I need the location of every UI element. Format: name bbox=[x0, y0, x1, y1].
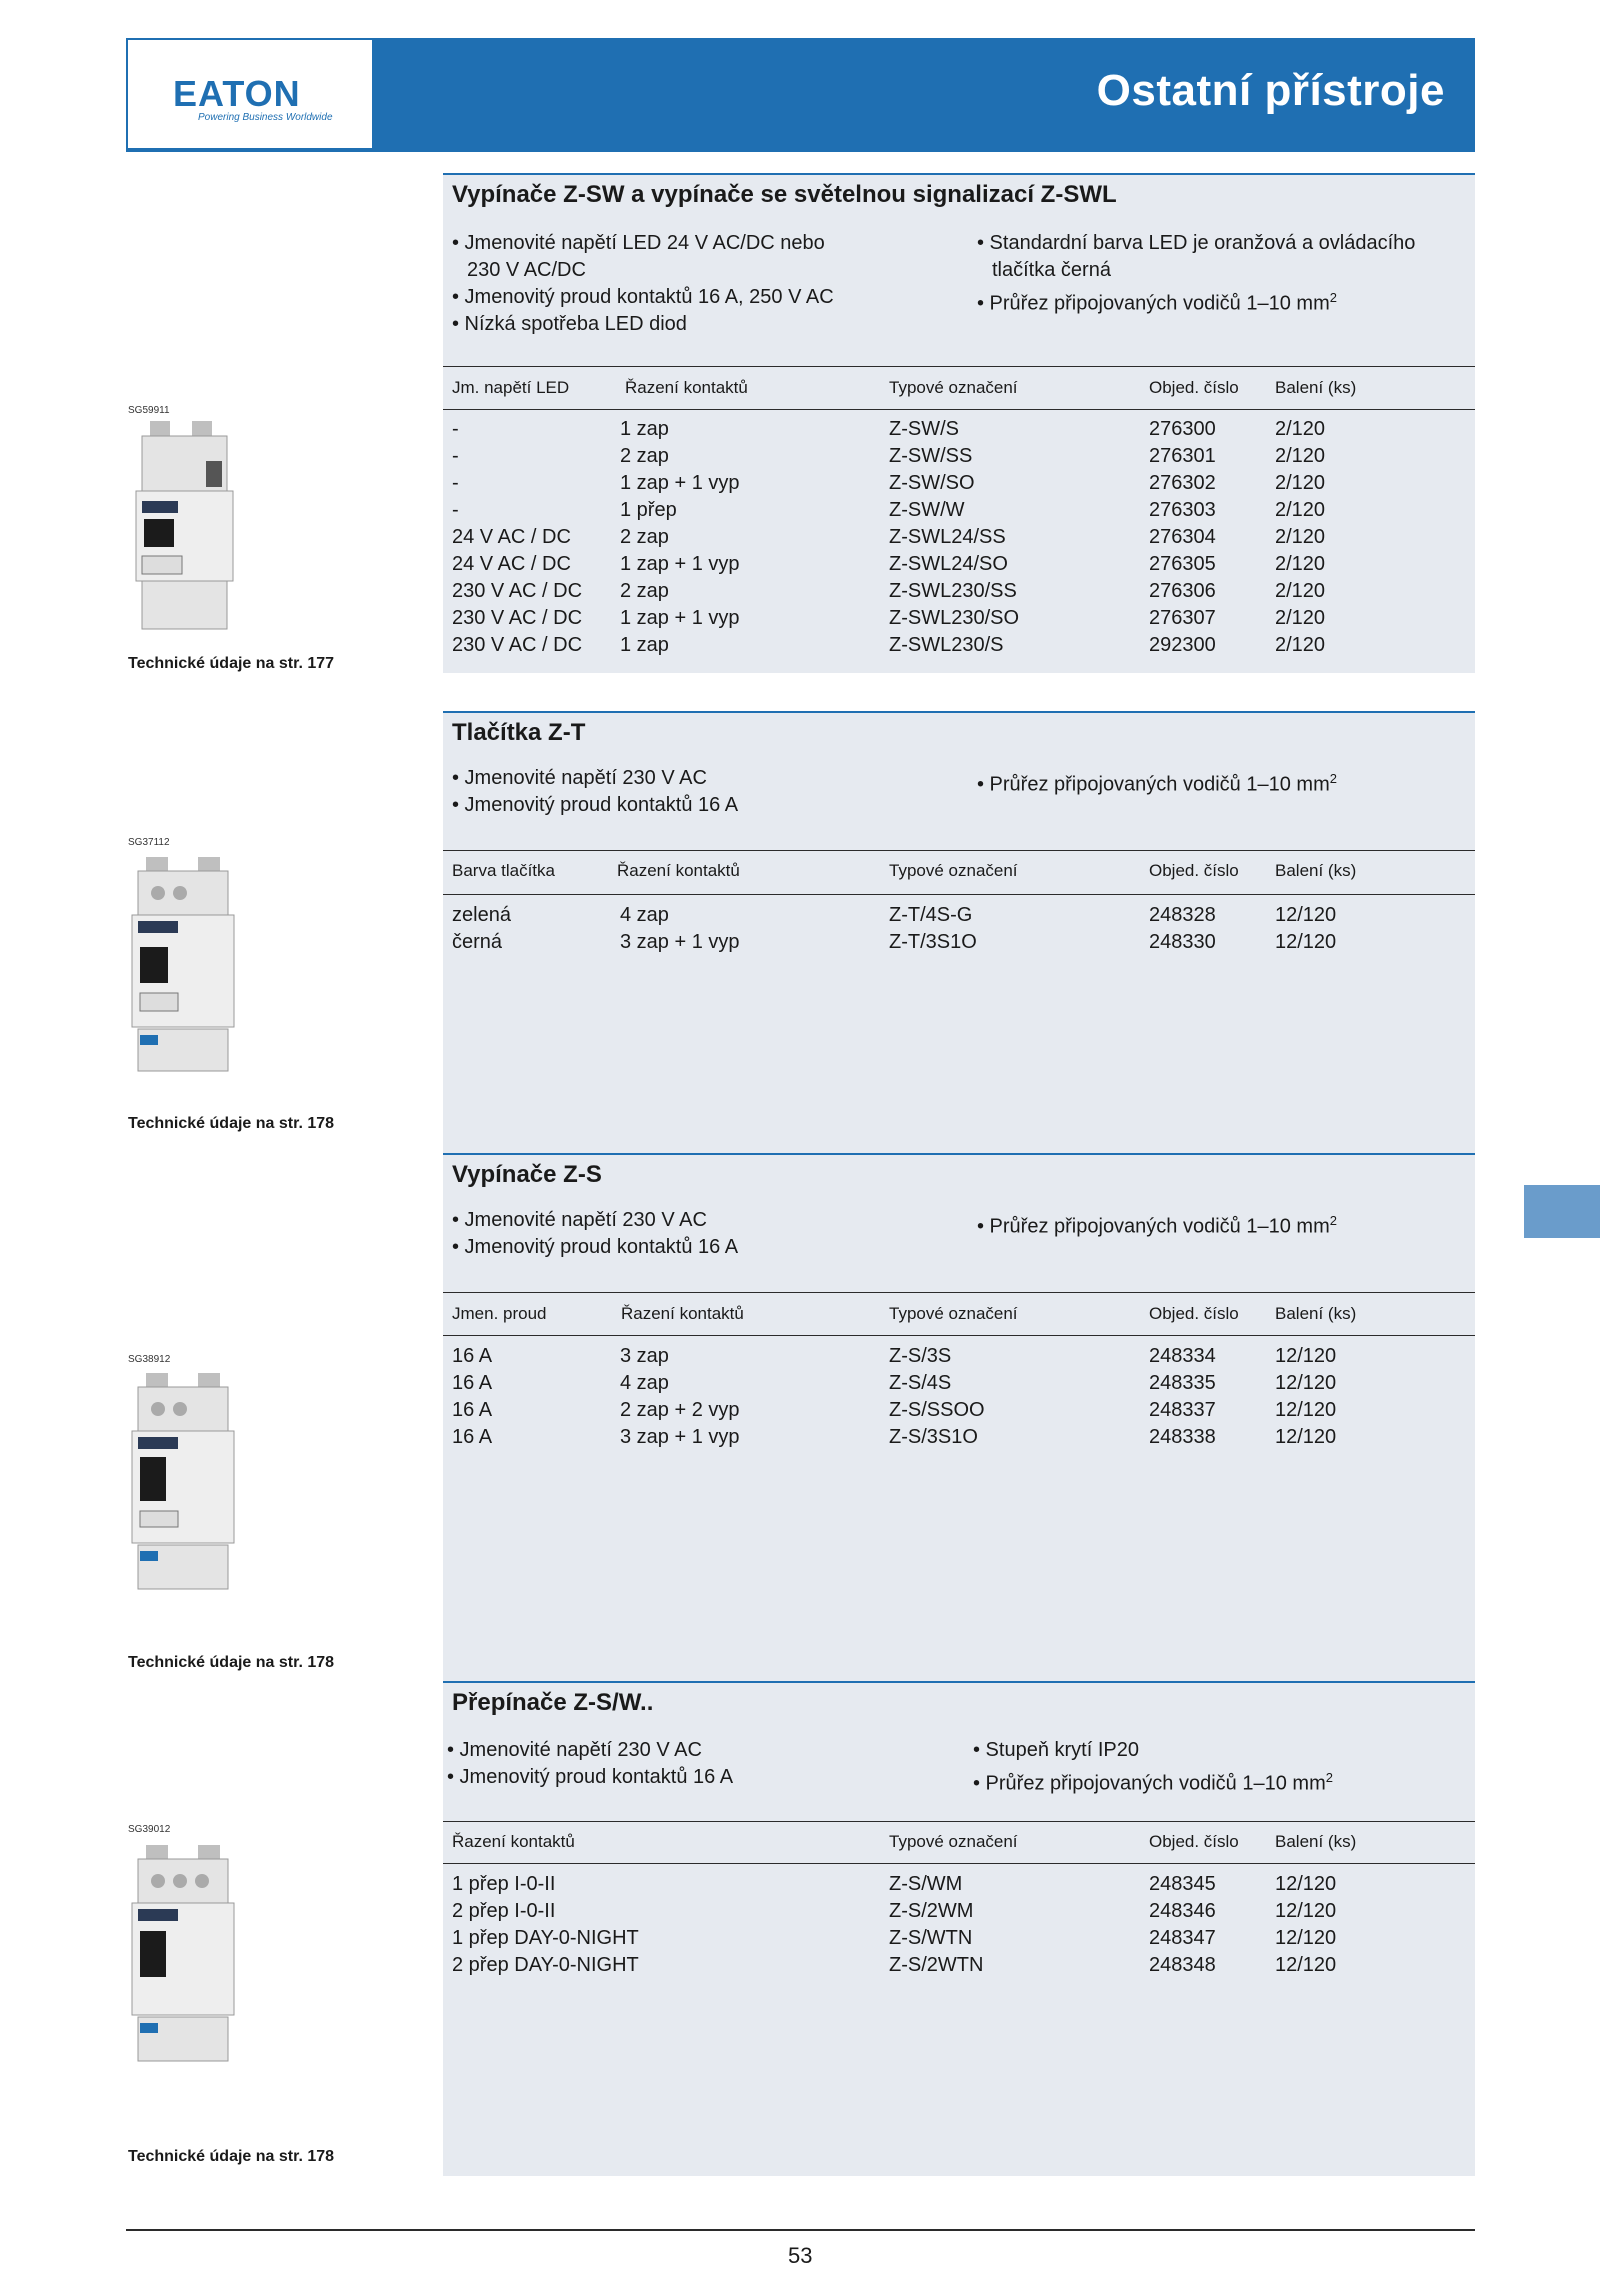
table-header-line bbox=[443, 894, 1475, 895]
bullet-item: tlačítka černá bbox=[992, 259, 1111, 281]
table-cell: 16 A bbox=[452, 1399, 493, 1421]
bullet-item: • Jmenovité napětí LED 24 V AC/DC nebo bbox=[452, 232, 825, 254]
column-header: Objed. číslo bbox=[1149, 1304, 1239, 1323]
table-cell: 2/120 bbox=[1275, 607, 1326, 629]
bullets-left bbox=[452, 1207, 738, 1261]
column-header: Jm. napětí LED bbox=[452, 378, 570, 397]
table-cell: 4 zap bbox=[620, 1372, 669, 1394]
table-cell: 1 zap bbox=[620, 634, 669, 656]
bullet-item: • Průřez připojovaných vodičů 1–10 $mm^2$ bbox=[977, 771, 1337, 796]
table-cell: 12/120 bbox=[1275, 1345, 1337, 1367]
table-cell: Z-SW/W bbox=[889, 499, 965, 521]
table-header-line bbox=[443, 409, 1475, 410]
table-row bbox=[0, 470, 1600, 497]
table-cell: 2/120 bbox=[1275, 418, 1326, 440]
section-title: Vypínače Z-SW a vypínače se světelnou signalizací Z-SWL bbox=[452, 181, 1117, 208]
table-cell: 2/120 bbox=[1275, 445, 1326, 467]
column-header: Balení (ks) bbox=[1275, 378, 1357, 397]
table-cell: 276306 bbox=[1149, 580, 1216, 602]
tech-ref: Technické údaje na str. 178 bbox=[128, 1115, 335, 1132]
column-header: Barva tlačítka bbox=[452, 861, 555, 880]
column-header: Řazení kontaktů bbox=[452, 1832, 575, 1851]
table-cell: 3 zap + 1 vyp bbox=[620, 931, 740, 953]
section-title: Přepínače Z-S/W.. bbox=[452, 1689, 654, 1716]
table-cell: 1 přep DAY-0-NIGHT bbox=[452, 1927, 639, 1949]
table-cell: Z-SWL230/SS bbox=[889, 580, 1017, 602]
table-row bbox=[0, 605, 1600, 632]
table-cell: 276304 bbox=[1149, 526, 1216, 548]
bullet-item: • Jmenovitý proud kontaktů 16 A bbox=[452, 1236, 739, 1258]
table-cell: 230 V AC / DC bbox=[452, 607, 583, 629]
tech-ref: Technické údaje na str. 177 bbox=[128, 655, 335, 672]
bullet-item: • Průřez připojovaných vodičů 1–10 $mm^2$ bbox=[977, 1213, 1337, 1238]
page-header bbox=[126, 38, 1475, 152]
bullets-right bbox=[977, 765, 1337, 799]
eaton-logo-icon bbox=[173, 76, 303, 110]
table-cell: 24 V AC / DC bbox=[452, 526, 571, 548]
table-row bbox=[0, 524, 1600, 551]
table-cell: 2 přep DAY-0-NIGHT bbox=[452, 1954, 639, 1976]
table-cell: 12/120 bbox=[1275, 1900, 1337, 1922]
table-cell: Z-SWL24/SS bbox=[889, 526, 1006, 548]
table-cell: - bbox=[452, 445, 459, 467]
bullet-item: • Stupeň krytí IP20 bbox=[973, 1739, 1139, 1761]
table-cell: 12/120 bbox=[1275, 1873, 1337, 1895]
table-row bbox=[0, 1925, 1600, 1952]
table-row bbox=[0, 578, 1600, 605]
table-cell: 2/120 bbox=[1275, 553, 1326, 575]
table-cell: 276302 bbox=[1149, 472, 1216, 494]
table-cell: 248335 bbox=[1149, 1372, 1216, 1394]
column-header: Balení (ks) bbox=[1275, 861, 1357, 880]
table-cell: Z-T/3S1O bbox=[889, 931, 977, 953]
bullet-item: • Jmenovitý proud kontaktů 16 A, 250 V AC bbox=[452, 286, 834, 308]
column-header: Typové označení bbox=[889, 378, 1018, 397]
table-cell: 12/120 bbox=[1275, 931, 1337, 953]
table-cell: Z-T/4S-G bbox=[889, 904, 973, 926]
bullets-left bbox=[452, 230, 834, 338]
column-header: Balení (ks) bbox=[1275, 1304, 1357, 1323]
bullet-item: • Jmenovitý proud kontaktů 16 A bbox=[447, 1766, 734, 1788]
table-row bbox=[0, 1424, 1600, 1451]
table-row bbox=[0, 551, 1600, 578]
table-cell: Z-S/3S1O bbox=[889, 1426, 978, 1448]
table-cell: 16 A bbox=[452, 1426, 493, 1448]
table-cell: Z-SW/S bbox=[889, 418, 959, 440]
table-cell: 1 zap bbox=[620, 418, 669, 440]
table-cell: Z-S/SSOO bbox=[889, 1399, 985, 1421]
table-cell: 3 zap bbox=[620, 1345, 669, 1367]
table-cell: 248346 bbox=[1149, 1900, 1216, 1922]
table-row bbox=[0, 443, 1600, 470]
table-row bbox=[0, 1397, 1600, 1424]
bullets-left bbox=[452, 765, 738, 819]
table-row bbox=[0, 902, 1600, 929]
table-cell: 1 zap + 1 vyp bbox=[620, 472, 740, 494]
page-title: Ostatní přístroje bbox=[1096, 66, 1445, 115]
table-header-line bbox=[443, 1335, 1475, 1336]
bullet-item: • Jmenovitý proud kontaktů 16 A bbox=[452, 794, 739, 816]
table-cell: 2 zap + 2 vyp bbox=[620, 1399, 740, 1421]
table-row bbox=[0, 1343, 1600, 1370]
table-top-line bbox=[443, 1292, 1475, 1293]
table-cell: 276301 bbox=[1149, 445, 1216, 467]
table-cell: 2/120 bbox=[1275, 499, 1326, 521]
table-cell: 2/120 bbox=[1275, 526, 1326, 548]
table-cell: 12/120 bbox=[1275, 1426, 1337, 1448]
table-cell: 12/120 bbox=[1275, 904, 1337, 926]
bullets-right bbox=[977, 1207, 1337, 1241]
column-header: Objed. číslo bbox=[1149, 1832, 1239, 1851]
table-cell: 1 přep I-0-II bbox=[452, 1873, 556, 1895]
tech-ref: Technické údaje na str. 178 bbox=[128, 1654, 335, 1671]
table-cell: 24 V AC / DC bbox=[452, 553, 571, 575]
image-code: SG38912 bbox=[128, 1354, 171, 1365]
table-cell: Z-S/2WM bbox=[889, 1900, 974, 1922]
column-header: Jmen. proud bbox=[452, 1304, 547, 1323]
table-cell: Z-SWL230/SO bbox=[889, 607, 1020, 629]
device-photo-zsw bbox=[130, 421, 240, 631]
table-cell: 276307 bbox=[1149, 607, 1216, 629]
section-title: Tlačítka Z-T bbox=[452, 719, 586, 746]
column-header: Typové označení bbox=[889, 861, 1018, 880]
table-cell: 2 zap bbox=[620, 580, 669, 602]
image-code: SG37112 bbox=[128, 837, 170, 848]
bullet-item: 230 V AC/DC bbox=[467, 259, 586, 281]
chapter-tab bbox=[1524, 1185, 1600, 1238]
table-header-line bbox=[443, 1863, 1475, 1864]
table-cell: zelená bbox=[452, 904, 511, 926]
table-row bbox=[0, 497, 1600, 524]
column-header: Řazení kontaktů bbox=[621, 1304, 744, 1323]
bullet-item: • Jmenovité napětí 230 V AC bbox=[452, 767, 707, 789]
bullet-item: • Nízká spotřeba LED diod bbox=[452, 313, 687, 335]
table-top-line bbox=[443, 1821, 1475, 1822]
bullets-left bbox=[447, 1737, 733, 1791]
table-cell: 1 zap + 1 vyp bbox=[620, 607, 740, 629]
table-cell: - bbox=[452, 472, 459, 494]
table-cell: 248334 bbox=[1149, 1345, 1216, 1367]
table-row bbox=[0, 1898, 1600, 1925]
bullet-item: • Průřez připojovaných vodičů 1–10 $mm^2$ bbox=[977, 290, 1337, 315]
table-cell: 248330 bbox=[1149, 931, 1216, 953]
table-cell: Z-SW/SO bbox=[889, 472, 975, 494]
image-code: SG59911 bbox=[128, 405, 170, 416]
table-cell: 1 přep bbox=[620, 499, 677, 521]
table-cell: Z-SWL24/SO bbox=[889, 553, 1008, 575]
table-top-line bbox=[443, 366, 1475, 367]
tech-ref: Technické údaje na str. 178 bbox=[128, 2148, 335, 2165]
table-row bbox=[0, 1370, 1600, 1397]
table-cell: 230 V AC / DC bbox=[452, 580, 583, 602]
table-row bbox=[0, 929, 1600, 956]
table-cell: 2/120 bbox=[1275, 472, 1326, 494]
bullet-item: • Jmenovité napětí 230 V AC bbox=[447, 1739, 702, 1761]
table-cell: 16 A bbox=[452, 1345, 493, 1367]
table-cell: 2/120 bbox=[1275, 580, 1326, 602]
bullet-item: • Průřez připojovaných vodičů 1–10 $mm^2$ bbox=[973, 1770, 1333, 1795]
column-header: Řazení kontaktů bbox=[625, 378, 748, 397]
table-row bbox=[0, 416, 1600, 443]
table-cell: 2 zap bbox=[620, 445, 669, 467]
table-cell: Z-S/4S bbox=[889, 1372, 952, 1394]
bullets-right bbox=[977, 230, 1415, 318]
column-header: Typové označení bbox=[889, 1832, 1018, 1851]
table-row bbox=[0, 1871, 1600, 1898]
table-cell: 12/120 bbox=[1275, 1927, 1337, 1949]
image-code: SG39012 bbox=[128, 1824, 171, 1835]
page-number: 53 bbox=[788, 2243, 813, 2268]
eaton-tagline: Powering Business Worldwide bbox=[198, 112, 333, 123]
table-cell: Z-SWL230/S bbox=[889, 634, 1004, 656]
column-header: Objed. číslo bbox=[1149, 861, 1239, 880]
table-cell: 248345 bbox=[1149, 1873, 1216, 1895]
footer-rule bbox=[126, 2229, 1475, 2231]
table-cell: - bbox=[452, 499, 459, 521]
table-top-line bbox=[443, 850, 1475, 851]
bullet-item: • Jmenovité napětí 230 V AC bbox=[452, 1209, 707, 1231]
device-photo-zsw2 bbox=[128, 1845, 240, 2063]
table-cell: 248328 bbox=[1149, 904, 1216, 926]
table-cell: 2/120 bbox=[1275, 634, 1326, 656]
table-cell: 276305 bbox=[1149, 553, 1216, 575]
table-cell: 276300 bbox=[1149, 418, 1216, 440]
table-row bbox=[0, 1952, 1600, 1979]
column-header: Typové označení bbox=[889, 1304, 1018, 1323]
table-cell: 2 přep I-0-II bbox=[452, 1900, 556, 1922]
column-header: Balení (ks) bbox=[1275, 1832, 1357, 1851]
table-cell: Z-S/WTN bbox=[889, 1927, 973, 1949]
column-header: Objed. číslo bbox=[1149, 378, 1239, 397]
table-cell: 2 zap bbox=[620, 526, 669, 548]
bullet-item: • Standardní barva LED je oranžová a ovládacího bbox=[977, 232, 1416, 254]
table-cell: 248348 bbox=[1149, 1954, 1216, 1976]
device-photo-zs bbox=[128, 1373, 240, 1591]
table-cell: 1 zap + 1 vyp bbox=[620, 553, 740, 575]
table-cell: 3 zap + 1 vyp bbox=[620, 1426, 740, 1448]
eaton-logo-text: EATON bbox=[173, 76, 301, 110]
device-photo-zt bbox=[128, 857, 240, 1073]
table-cell: 248338 bbox=[1149, 1426, 1216, 1448]
table-cell: 248337 bbox=[1149, 1399, 1216, 1421]
table-cell: Z-S/3S bbox=[889, 1345, 952, 1367]
table-cell: 276303 bbox=[1149, 499, 1216, 521]
table-cell: 292300 bbox=[1149, 634, 1216, 656]
table-cell: Z-S/2WTN bbox=[889, 1954, 984, 1976]
eaton-logo bbox=[128, 40, 372, 148]
table-cell: 248347 bbox=[1149, 1927, 1216, 1949]
table-cell: Z-SW/SS bbox=[889, 445, 973, 467]
section-title: Vypínače Z-S bbox=[452, 1161, 602, 1188]
table-cell: 12/120 bbox=[1275, 1954, 1337, 1976]
table-cell: 16 A bbox=[452, 1372, 493, 1394]
column-header: Řazení kontaktů bbox=[617, 861, 740, 880]
table-cell: 12/120 bbox=[1275, 1372, 1337, 1394]
table-cell: - bbox=[452, 418, 459, 440]
bullets-right bbox=[973, 1737, 1333, 1798]
table-cell: 230 V AC / DC bbox=[452, 634, 583, 656]
table-cell: černá bbox=[452, 931, 503, 953]
table-cell: Z-S/WM bbox=[889, 1873, 963, 1895]
table-cell: 12/120 bbox=[1275, 1399, 1337, 1421]
table-cell: 4 zap bbox=[620, 904, 669, 926]
